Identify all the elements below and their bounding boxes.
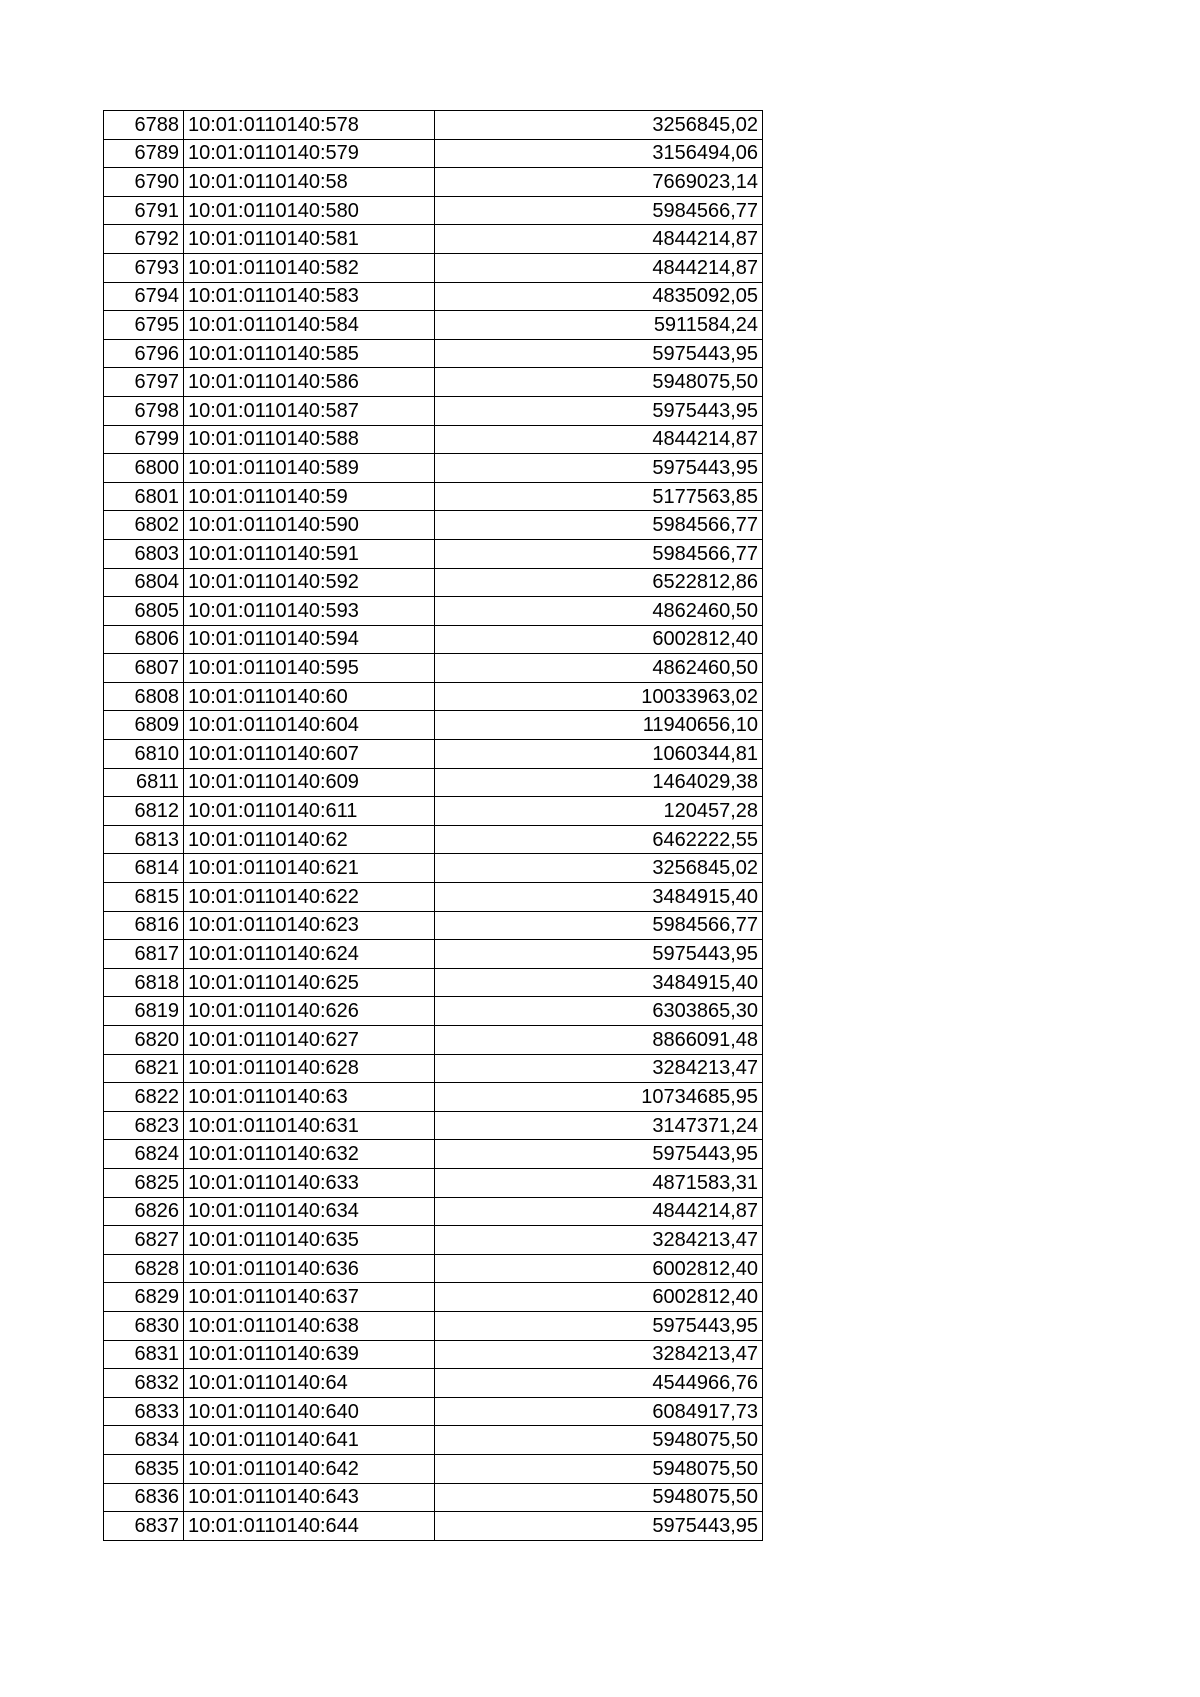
value-cell: 3484915,40 (435, 883, 763, 912)
row-number-cell: 6834 (104, 1426, 184, 1455)
table-row (104, 682, 763, 711)
table-row (104, 854, 763, 883)
value-cell: 5975443,95 (435, 339, 763, 368)
value-cell: 3147371,24 (435, 1111, 763, 1140)
row-number-cell: 6788 (104, 111, 184, 140)
cadastral-number-cell: 10:01:0110140:580 (184, 196, 435, 225)
row-number-cell: 6800 (104, 454, 184, 483)
table-body (104, 111, 763, 1541)
row-number-cell: 6835 (104, 1454, 184, 1483)
row-number-cell: 6831 (104, 1340, 184, 1369)
cadastral-number-cell: 10:01:0110140:604 (184, 711, 435, 740)
row-number-cell: 6806 (104, 625, 184, 654)
value-cell: 4871583,31 (435, 1168, 763, 1197)
table-row (104, 768, 763, 797)
table-row (104, 1340, 763, 1369)
table-row (104, 940, 763, 969)
value-cell: 5984566,77 (435, 911, 763, 940)
cadastral-number-cell: 10:01:0110140:609 (184, 768, 435, 797)
row-number-cell: 6803 (104, 539, 184, 568)
cadastral-number-cell: 10:01:0110140:593 (184, 597, 435, 626)
value-cell: 6462222,55 (435, 825, 763, 854)
row-number-cell: 6837 (104, 1512, 184, 1541)
value-cell: 8866091,48 (435, 1026, 763, 1055)
value-cell: 6002812,40 (435, 1283, 763, 1312)
row-number-cell: 6823 (104, 1111, 184, 1140)
table-row (104, 1054, 763, 1083)
row-number-cell: 6812 (104, 797, 184, 826)
value-cell: 5948075,50 (435, 1426, 763, 1455)
value-cell: 3284213,47 (435, 1054, 763, 1083)
table-row (104, 1111, 763, 1140)
row-number-cell: 6825 (104, 1168, 184, 1197)
row-number-cell: 6833 (104, 1397, 184, 1426)
table-row (104, 568, 763, 597)
cadastral-number-cell: 10:01:0110140:637 (184, 1283, 435, 1312)
row-number-cell: 6828 (104, 1254, 184, 1283)
value-cell: 3256845,02 (435, 111, 763, 140)
row-number-cell: 6813 (104, 825, 184, 854)
table-row (104, 139, 763, 168)
table-row (104, 1140, 763, 1169)
row-number-cell: 6824 (104, 1140, 184, 1169)
row-number-cell: 6808 (104, 682, 184, 711)
table-row (104, 311, 763, 340)
cadastral-number-cell: 10:01:0110140:627 (184, 1026, 435, 1055)
value-cell: 5975443,95 (435, 396, 763, 425)
cadastral-number-cell: 10:01:0110140:585 (184, 339, 435, 368)
table-row (104, 1426, 763, 1455)
cadastral-number-cell: 10:01:0110140:592 (184, 568, 435, 597)
value-cell: 3256845,02 (435, 854, 763, 883)
row-number-cell: 6832 (104, 1369, 184, 1398)
row-number-cell: 6821 (104, 1054, 184, 1083)
row-number-cell: 6817 (104, 940, 184, 969)
value-cell: 3156494,06 (435, 139, 763, 168)
row-number-cell: 6829 (104, 1283, 184, 1312)
cadastral-number-cell: 10:01:0110140:633 (184, 1168, 435, 1197)
value-cell: 5948075,50 (435, 1483, 763, 1512)
value-cell: 4862460,50 (435, 597, 763, 626)
row-number-cell: 6804 (104, 568, 184, 597)
row-number-cell: 6791 (104, 196, 184, 225)
value-cell: 6303865,30 (435, 997, 763, 1026)
table-row (104, 425, 763, 454)
cadastral-number-cell: 10:01:0110140:583 (184, 282, 435, 311)
table-row (104, 339, 763, 368)
table-row (104, 1311, 763, 1340)
table-row (104, 1168, 763, 1197)
cadastral-number-cell: 10:01:0110140:635 (184, 1226, 435, 1255)
row-number-cell: 6811 (104, 768, 184, 797)
cadastral-number-cell: 10:01:0110140:578 (184, 111, 435, 140)
value-cell: 3284213,47 (435, 1226, 763, 1255)
value-cell: 7669023,14 (435, 168, 763, 197)
cadastral-number-cell: 10:01:0110140:639 (184, 1340, 435, 1369)
table-row (104, 539, 763, 568)
cadastral-number-cell: 10:01:0110140:60 (184, 682, 435, 711)
value-cell: 6084917,73 (435, 1397, 763, 1426)
row-number-cell: 6794 (104, 282, 184, 311)
value-cell: 5984566,77 (435, 196, 763, 225)
cadastral-number-cell: 10:01:0110140:582 (184, 253, 435, 282)
cadastral-number-cell: 10:01:0110140:631 (184, 1111, 435, 1140)
cadastral-number-cell: 10:01:0110140:640 (184, 1397, 435, 1426)
table-row (104, 454, 763, 483)
value-cell: 5948075,50 (435, 1454, 763, 1483)
table-row (104, 1454, 763, 1483)
row-number-cell: 6830 (104, 1311, 184, 1340)
cadastral-number-cell: 10:01:0110140:64 (184, 1369, 435, 1398)
cadastral-number-cell: 10:01:0110140:589 (184, 454, 435, 483)
row-number-cell: 6820 (104, 1026, 184, 1055)
value-cell: 5975443,95 (435, 940, 763, 969)
row-number-cell: 6819 (104, 997, 184, 1026)
row-number-cell: 6814 (104, 854, 184, 883)
table-row (104, 654, 763, 683)
cadastral-number-cell: 10:01:0110140:623 (184, 911, 435, 940)
row-number-cell: 6789 (104, 139, 184, 168)
value-cell: 6002812,40 (435, 625, 763, 654)
value-cell: 5948075,50 (435, 368, 763, 397)
value-cell: 11940656,10 (435, 711, 763, 740)
row-number-cell: 6826 (104, 1197, 184, 1226)
data-table (103, 110, 763, 1541)
cadastral-number-cell: 10:01:0110140:626 (184, 997, 435, 1026)
value-cell: 3284213,47 (435, 1340, 763, 1369)
cadastral-number-cell: 10:01:0110140:634 (184, 1197, 435, 1226)
cadastral-number-cell: 10:01:0110140:621 (184, 854, 435, 883)
value-cell: 10033963,02 (435, 682, 763, 711)
cadastral-number-cell: 10:01:0110140:588 (184, 425, 435, 454)
table-row (104, 1512, 763, 1541)
row-number-cell: 6807 (104, 654, 184, 683)
value-cell: 4544966,76 (435, 1369, 763, 1398)
row-number-cell: 6797 (104, 368, 184, 397)
table-row (104, 1283, 763, 1312)
value-cell: 5975443,95 (435, 454, 763, 483)
value-cell: 1464029,38 (435, 768, 763, 797)
value-cell: 6522812,86 (435, 568, 763, 597)
table-row (104, 1254, 763, 1283)
table-row (104, 482, 763, 511)
row-number-cell: 6802 (104, 511, 184, 540)
row-number-cell: 6792 (104, 225, 184, 254)
cadastral-number-cell: 10:01:0110140:590 (184, 511, 435, 540)
table-row (104, 997, 763, 1026)
table-row (104, 1226, 763, 1255)
row-number-cell: 6790 (104, 168, 184, 197)
table-row (104, 368, 763, 397)
row-number-cell: 6796 (104, 339, 184, 368)
cadastral-number-cell: 10:01:0110140:59 (184, 482, 435, 511)
table-row (104, 225, 763, 254)
cadastral-number-cell: 10:01:0110140:636 (184, 1254, 435, 1283)
row-number-cell: 6809 (104, 711, 184, 740)
cadastral-number-cell: 10:01:0110140:63 (184, 1083, 435, 1112)
cadastral-number-cell: 10:01:0110140:62 (184, 825, 435, 854)
row-number-cell: 6801 (104, 482, 184, 511)
row-number-cell: 6815 (104, 883, 184, 912)
table-row (104, 740, 763, 769)
table-row (104, 968, 763, 997)
cadastral-number-cell: 10:01:0110140:642 (184, 1454, 435, 1483)
cadastral-number-cell: 10:01:0110140:58 (184, 168, 435, 197)
value-cell: 5975443,95 (435, 1512, 763, 1541)
table-row (104, 1197, 763, 1226)
row-number-cell: 6827 (104, 1226, 184, 1255)
value-cell: 4844214,87 (435, 1197, 763, 1226)
cadastral-number-cell: 10:01:0110140:584 (184, 311, 435, 340)
value-cell: 3484915,40 (435, 968, 763, 997)
table-row (104, 511, 763, 540)
value-cell: 5177563,85 (435, 482, 763, 511)
cadastral-number-cell: 10:01:0110140:587 (184, 396, 435, 425)
value-cell: 1060344,81 (435, 740, 763, 769)
cadastral-number-cell: 10:01:0110140:644 (184, 1512, 435, 1541)
value-cell: 4844214,87 (435, 253, 763, 282)
value-cell: 5975443,95 (435, 1140, 763, 1169)
value-cell: 120457,28 (435, 797, 763, 826)
cadastral-number-cell: 10:01:0110140:607 (184, 740, 435, 769)
value-cell: 5984566,77 (435, 511, 763, 540)
cadastral-number-cell: 10:01:0110140:579 (184, 139, 435, 168)
table-row (104, 196, 763, 225)
cadastral-number-cell: 10:01:0110140:624 (184, 940, 435, 969)
value-cell: 4844214,87 (435, 225, 763, 254)
value-cell: 5911584,24 (435, 311, 763, 340)
value-cell: 6002812,40 (435, 1254, 763, 1283)
cadastral-number-cell: 10:01:0110140:611 (184, 797, 435, 826)
table-row (104, 168, 763, 197)
table-row (104, 282, 763, 311)
table-row (104, 1083, 763, 1112)
value-cell: 5975443,95 (435, 1311, 763, 1340)
row-number-cell: 6795 (104, 311, 184, 340)
row-number-cell: 6793 (104, 253, 184, 282)
table-row (104, 625, 763, 654)
value-cell: 5984566,77 (435, 539, 763, 568)
table-row (104, 1397, 763, 1426)
value-cell: 4862460,50 (435, 654, 763, 683)
table-row (104, 1026, 763, 1055)
table-row (104, 1369, 763, 1398)
value-cell: 4835092,05 (435, 282, 763, 311)
cadastral-number-cell: 10:01:0110140:643 (184, 1483, 435, 1512)
row-number-cell: 6836 (104, 1483, 184, 1512)
row-number-cell: 6799 (104, 425, 184, 454)
table-row (104, 825, 763, 854)
table-row (104, 797, 763, 826)
cadastral-number-cell: 10:01:0110140:586 (184, 368, 435, 397)
cadastral-number-cell: 10:01:0110140:591 (184, 539, 435, 568)
table-row (104, 883, 763, 912)
row-number-cell: 6798 (104, 396, 184, 425)
cadastral-number-cell: 10:01:0110140:641 (184, 1426, 435, 1455)
cadastral-number-cell: 10:01:0110140:628 (184, 1054, 435, 1083)
table-row (104, 1483, 763, 1512)
value-cell: 10734685,95 (435, 1083, 763, 1112)
table-row (104, 396, 763, 425)
cadastral-number-cell: 10:01:0110140:638 (184, 1311, 435, 1340)
row-number-cell: 6816 (104, 911, 184, 940)
row-number-cell: 6805 (104, 597, 184, 626)
cadastral-number-cell: 10:01:0110140:632 (184, 1140, 435, 1169)
row-number-cell: 6822 (104, 1083, 184, 1112)
table-row (104, 111, 763, 140)
row-number-cell: 6818 (104, 968, 184, 997)
table-row (104, 911, 763, 940)
row-number-cell: 6810 (104, 740, 184, 769)
cadastral-number-cell: 10:01:0110140:594 (184, 625, 435, 654)
table-row (104, 253, 763, 282)
table-row (104, 597, 763, 626)
value-cell: 4844214,87 (435, 425, 763, 454)
cadastral-number-cell: 10:01:0110140:625 (184, 968, 435, 997)
cadastral-number-cell: 10:01:0110140:595 (184, 654, 435, 683)
cadastral-number-cell: 10:01:0110140:622 (184, 883, 435, 912)
table-row (104, 711, 763, 740)
cadastral-number-cell: 10:01:0110140:581 (184, 225, 435, 254)
